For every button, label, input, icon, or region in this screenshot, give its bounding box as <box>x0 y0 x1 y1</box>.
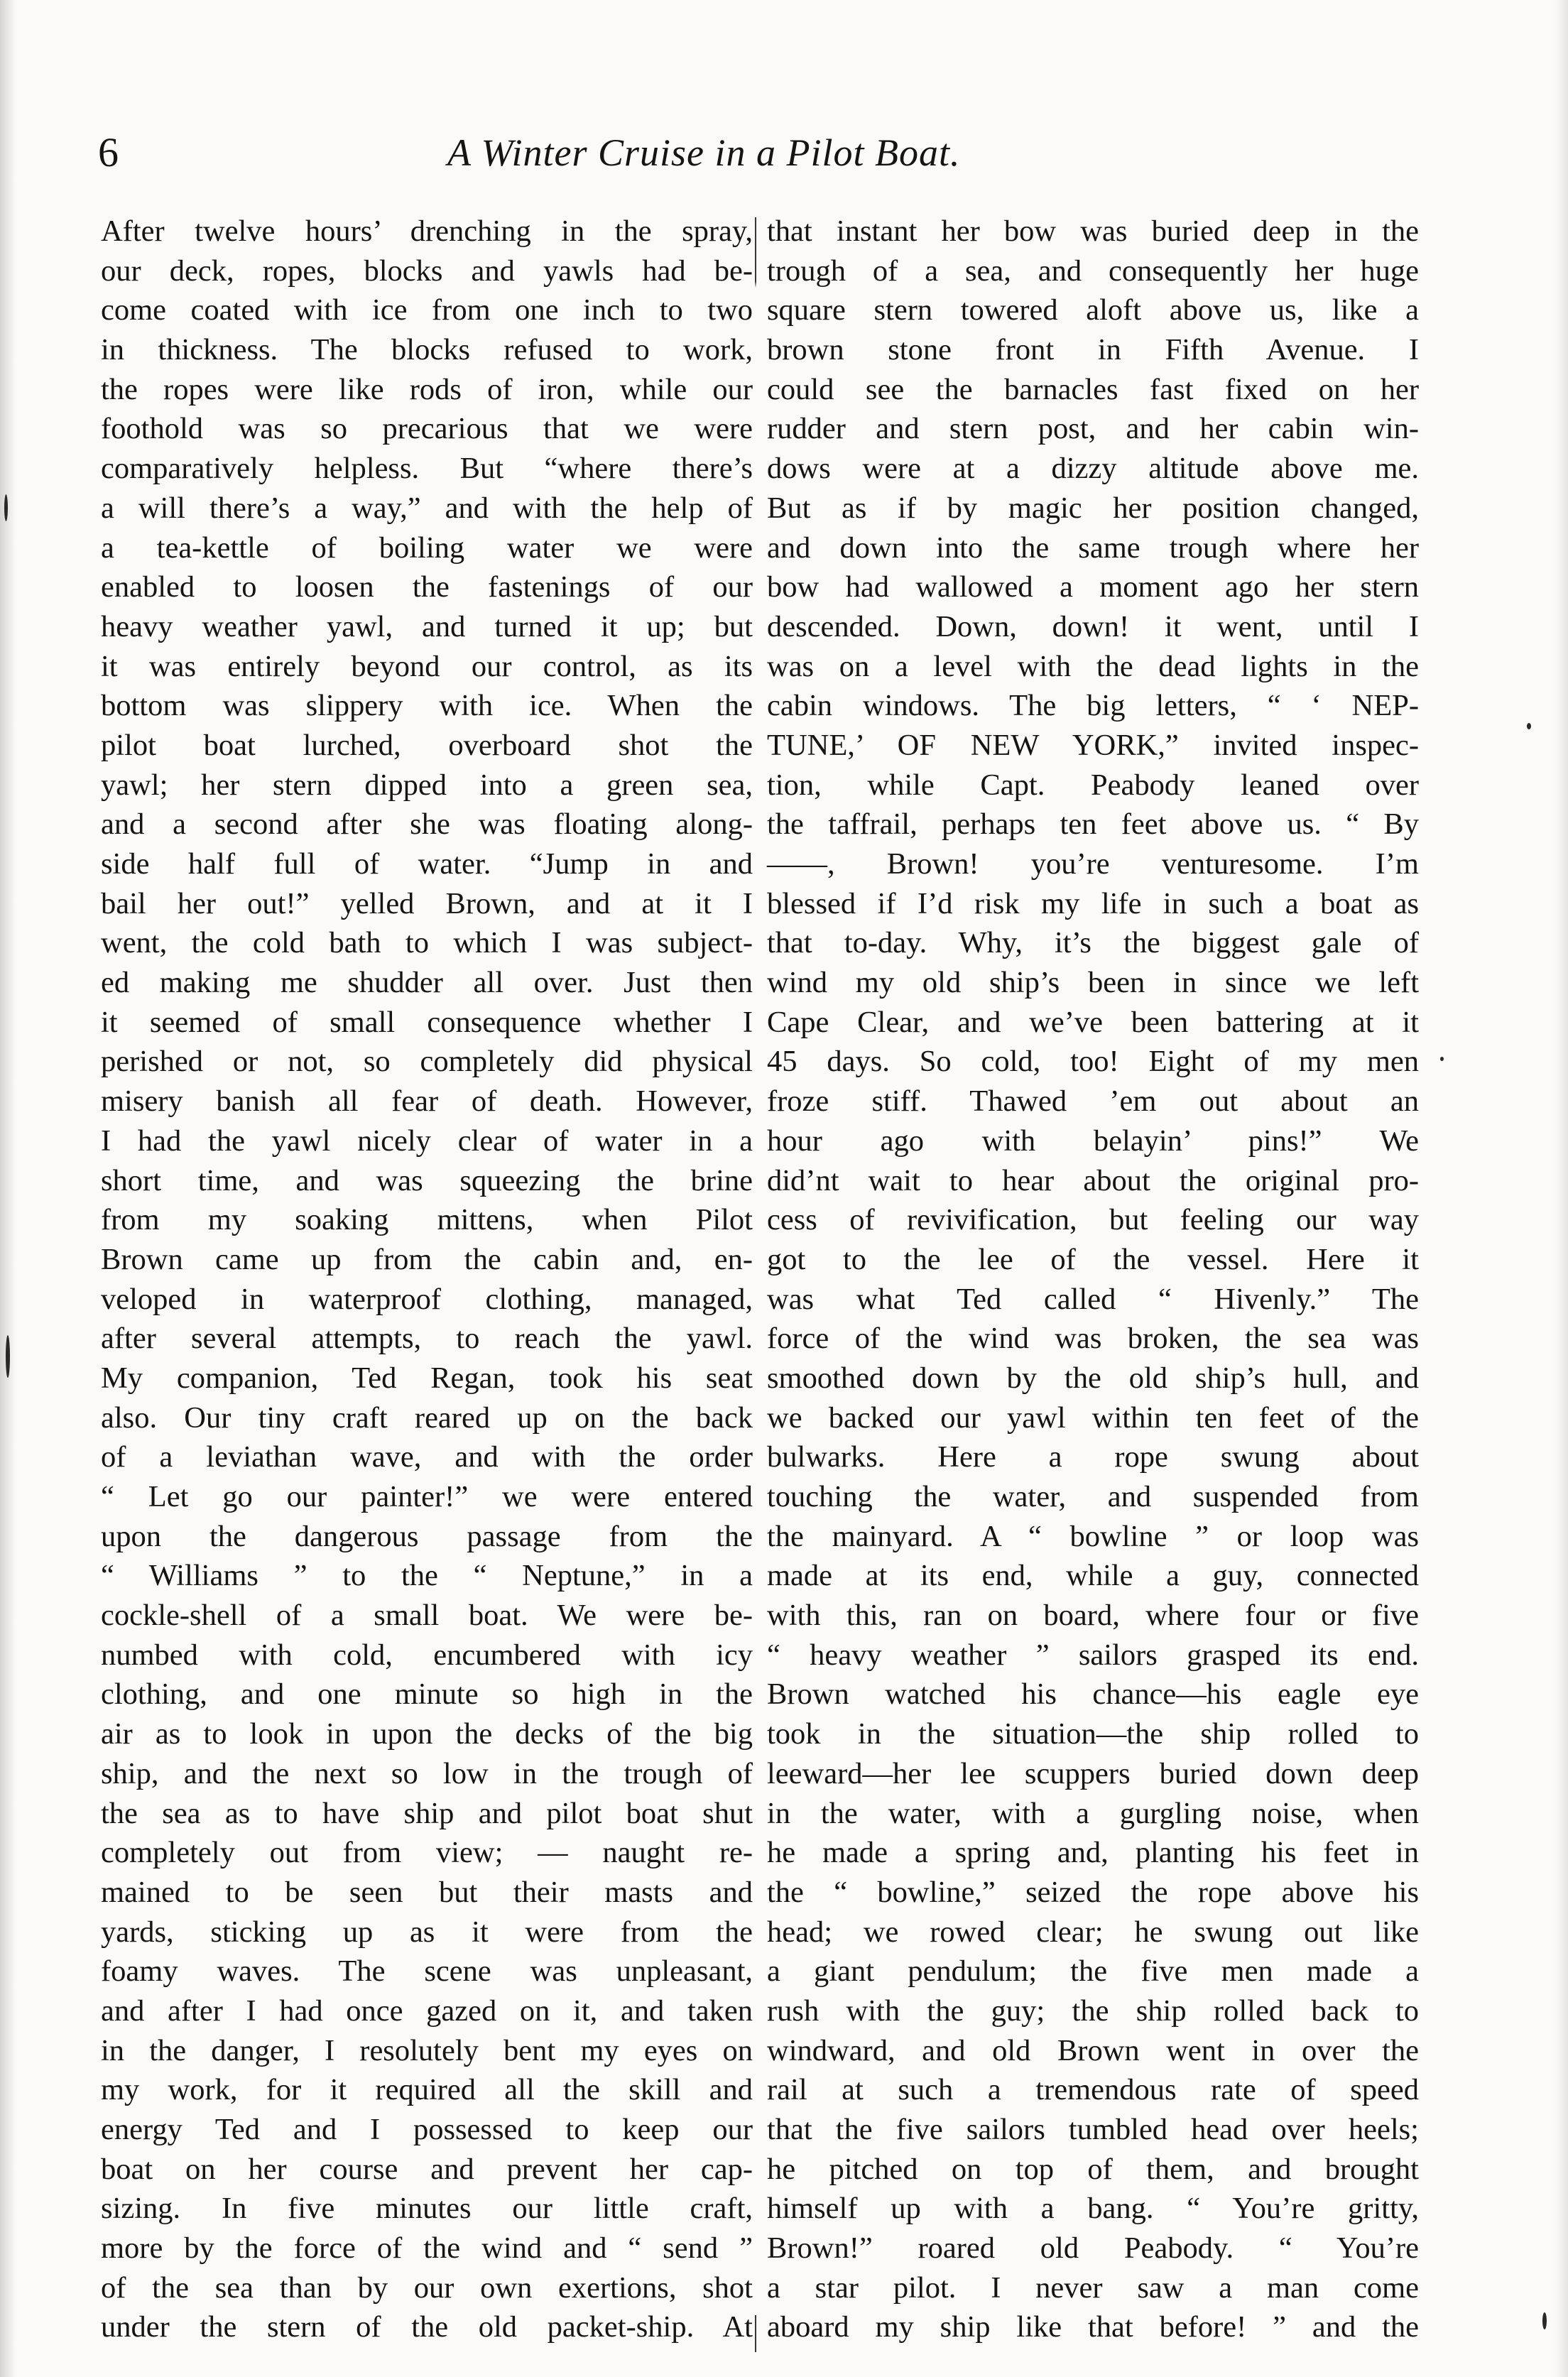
text-line: leeward—her lee scuppers buried down deep <box>767 1756 1419 1790</box>
text-line: that instant her bow was buried deep in the <box>767 214 1419 248</box>
column-divider-top <box>755 217 756 2355</box>
text-column-left <box>101 212 753 2347</box>
text-line: foamy waves. The scene was unpleasant, <box>101 1954 753 1989</box>
text-line: air as to look in upon the decks of the big <box>101 1717 753 1751</box>
text-column-right <box>767 212 1419 2347</box>
scan-speck <box>6 1335 10 1378</box>
text-line: trough of a sea, and consequently her huge <box>767 254 1419 288</box>
text-line: But as if by magic her position changed, <box>767 491 1419 525</box>
text-line: aboard my ship like that before! ” and the <box>767 2310 1419 2344</box>
page-number: 6 <box>98 129 119 175</box>
text-line: he made a spring and, planting his feet in <box>767 1836 1419 1870</box>
text-line: pilot boat lurched, overboard shot the <box>101 728 753 762</box>
text-line: heavy weather yawl, and turned it up; but <box>101 609 753 643</box>
text-line: and down into the same trough where her <box>767 531 1419 565</box>
text-line: a will there’s a way,” and with the help of <box>101 491 753 525</box>
text-line: the ropes were like rods of iron, while our <box>101 372 753 406</box>
text-line: himself up with a bang. “ You’re gritty, <box>767 2192 1419 2226</box>
text-line: perished or not, so completely did physical <box>101 1045 753 1079</box>
text-line: I had the yawl nicely clear of water in a <box>101 1124 753 1158</box>
text-line: bail her out!” yelled Brown, and at it I <box>101 886 753 920</box>
text-line: clothing, and one minute so high in the <box>101 1677 753 1712</box>
text-line: got to the lee of the vessel. Here it <box>767 1242 1419 1276</box>
text-line: it seemed of small consequence whether I <box>101 1005 753 1039</box>
text-line: short time, and was squeezing the brine <box>101 1163 753 1197</box>
text-line: cess of revivification, but feeling our way <box>767 1203 1419 1237</box>
text-line: My companion, Ted Regan, took his seat <box>101 1361 753 1395</box>
text-line: cockle-shell of a small boat. We were be- <box>101 1599 753 1633</box>
text-line: veloped in waterproof clothing, managed, <box>101 1282 753 1316</box>
text-line: from my soaking mittens, when Pilot <box>101 1203 753 1237</box>
text-line: rail at such a tremendous rate of speed <box>767 2073 1419 2107</box>
text-line: yards, sticking up as it were from the <box>101 1915 753 1949</box>
text-line: ship, and the next so low in the trough of <box>101 1756 753 1790</box>
text-line: in the water, with a gurgling noise, when <box>767 1796 1419 1830</box>
text-line: foothold was so precarious that we were <box>101 412 753 446</box>
text-line: also. Our tiny craft reared up on the back <box>101 1400 753 1435</box>
text-line: TUNE,’ OF NEW YORK,” invited inspec- <box>767 728 1419 762</box>
text-line: blessed if I’d risk my life in such a boat as <box>767 886 1419 920</box>
scan-speck <box>4 494 8 521</box>
text-line: numbed with cold, encumbered with icy <box>101 1638 753 1672</box>
text-line: hour ago with belayin’ pins!” We <box>767 1124 1419 1158</box>
text-line: my work, for it required all the skill and <box>101 2073 753 2107</box>
text-line: force of the wind was broken, the sea was <box>767 1322 1419 1356</box>
text-line: ed making me shudder all over. Just then <box>101 966 753 1000</box>
text-line: After twelve hours’ drenching in the spray, <box>101 214 753 248</box>
text-line: Brown!” roared old Peabody. “ You’re <box>767 2231 1419 2266</box>
text-line: was on a level with the dead lights in the <box>767 649 1419 683</box>
running-title: A Winter Cruise in a Pilot Boat. <box>447 131 961 174</box>
text-line: boat on her course and prevent her cap- <box>101 2152 753 2186</box>
text-line: Brown came up from the cabin and, en- <box>101 1242 753 1276</box>
text-line: “ Let go our painter!” we were entered <box>101 1480 753 1513</box>
text-line: and a second after she was floating along- <box>101 807 753 842</box>
text-line: of the sea than by our own exertions, shot <box>101 2270 753 2305</box>
text-line: after several attempts, to reach the yawl. <box>101 1322 753 1356</box>
text-line: comparatively helpless. But “where there’s <box>101 452 753 486</box>
text-line: head; we rowed clear; he swung out like <box>767 1915 1419 1949</box>
text-line: side half full of water. “Jump in and <box>101 847 753 881</box>
text-line: rudder and stern post, and her cabin win- <box>767 412 1419 446</box>
text-line: energy Ted and I possessed to keep our <box>101 2113 753 2146</box>
scan-left-edge-shadow <box>0 0 16 2377</box>
text-line: enabled to loosen the fastenings of our <box>101 570 753 604</box>
text-line: “ Williams ” to the “ Neptune,” in a <box>101 1559 753 1593</box>
text-line: wind my old ship’s been in since we left <box>767 966 1419 1000</box>
text-line: descended. Down, down! it went, until I <box>767 609 1419 643</box>
text-line: dows were at a dizzy altitude above me. <box>767 452 1419 486</box>
text-line: with this, ran on board, where four or five <box>767 1599 1419 1633</box>
text-line: froze stiff. Thawed ’em out about an <box>767 1084 1419 1119</box>
text-line: tion, while Capt. Peabody leaned over <box>767 768 1419 802</box>
text-line: “ heavy weather ” sailors grasped its end. <box>767 1638 1419 1672</box>
text-line: 45 days. So cold, too! Eight of my men <box>767 1045 1419 1079</box>
scan-right-edge-shadow <box>1555 0 1568 2377</box>
text-line: bow had wallowed a moment ago her stern <box>767 570 1419 604</box>
text-line: Cape Clear, and we’ve been battering at it <box>767 1005 1419 1039</box>
text-line: was what Ted called “ Hivenly.” The <box>767 1282 1419 1316</box>
text-line: the sea as to have ship and pilot boat shut <box>101 1796 753 1830</box>
text-line: went, the cold bath to which I was subject- <box>101 926 753 960</box>
text-line: did’nt wait to hear about the original pro- <box>767 1163 1419 1197</box>
text-line: the “ bowline,” seized the rope above his <box>767 1875 1419 1909</box>
text-line: a giant pendulum; the five men made a <box>767 1954 1419 1989</box>
text-line: brown stone front in Fifth Avenue. I <box>767 333 1419 367</box>
text-line: misery banish all fear of death. However, <box>101 1084 753 1119</box>
scan-speck <box>1440 1057 1444 1061</box>
text-line: rush with the guy; the ship rolled back to <box>767 1993 1419 2028</box>
text-line: come coated with ice from one inch to two <box>101 293 753 327</box>
text-line: a star pilot. I never saw a man come <box>767 2270 1419 2305</box>
text-line: our deck, ropes, blocks and yawls had be- <box>101 254 753 288</box>
text-line: made at its end, while a guy, connected <box>767 1559 1419 1593</box>
text-line: in the danger, I resolutely bent my eyes on <box>101 2033 753 2067</box>
text-line: bulwarks. Here a rope swung about <box>767 1440 1419 1474</box>
text-line: mained to be seen but their masts and <box>101 1875 753 1909</box>
text-line: we backed our yawl within ten feet of the <box>767 1400 1419 1435</box>
text-line: and after I had once gazed on it, and taken <box>101 1993 753 2028</box>
text-line: that to-day. Why, it’s the biggest gale of <box>767 926 1419 960</box>
text-line: the mainyard. A “ bowline ” or loop was <box>767 1519 1419 1553</box>
text-line: could see the barnacles fast fixed on her <box>767 372 1419 406</box>
text-line: windward, and old Brown went in over the <box>767 2033 1419 2067</box>
text-line: the taffrail, perhaps ten feet above us. “ By <box>767 807 1419 842</box>
text-line: it was entirely beyond our control, as its <box>101 649 753 683</box>
text-line: square stern towered aloft above us, like a <box>767 293 1419 327</box>
text-line: under the stern of the old packet-ship. At <box>101 2310 753 2344</box>
text-line: that the five sailors tumbled head over heels; <box>767 2113 1419 2146</box>
text-line: in thickness. The blocks refused to work, <box>101 333 753 367</box>
column-divider-bottom <box>755 2315 756 2352</box>
text-line: he pitched on top of them, and brought <box>767 2152 1419 2186</box>
text-line: Brown watched his chance—his eagle eye <box>767 1677 1419 1712</box>
text-line: ——, Brown! you’re venturesome. I’m <box>767 847 1419 881</box>
text-line: a tea-kettle of boiling water we were <box>101 531 753 565</box>
text-line: more by the force of the wind and “ send ” <box>101 2231 753 2266</box>
text-line: yawl; her stern dipped into a green sea, <box>101 768 753 802</box>
text-line: touching the water, and suspended from <box>767 1480 1419 1513</box>
text-line: completely out from view; — naught re- <box>101 1836 753 1870</box>
text-line: took in the situation—the ship rolled to <box>767 1717 1419 1751</box>
text-line: cabin windows. The big letters, “ ‘ NEP- <box>767 689 1419 723</box>
text-line: upon the dangerous passage from the <box>101 1519 753 1553</box>
scan-speck <box>1542 2312 1547 2329</box>
text-line: smoothed down by the old ship’s hull, and <box>767 1361 1419 1395</box>
text-line: bottom was slippery with ice. When the <box>101 689 753 723</box>
text-line: sizing. In five minutes our little craft, <box>101 2192 753 2226</box>
scan-speck <box>1527 723 1531 729</box>
text-line: of a leviathan wave, and with the order <box>101 1440 753 1474</box>
